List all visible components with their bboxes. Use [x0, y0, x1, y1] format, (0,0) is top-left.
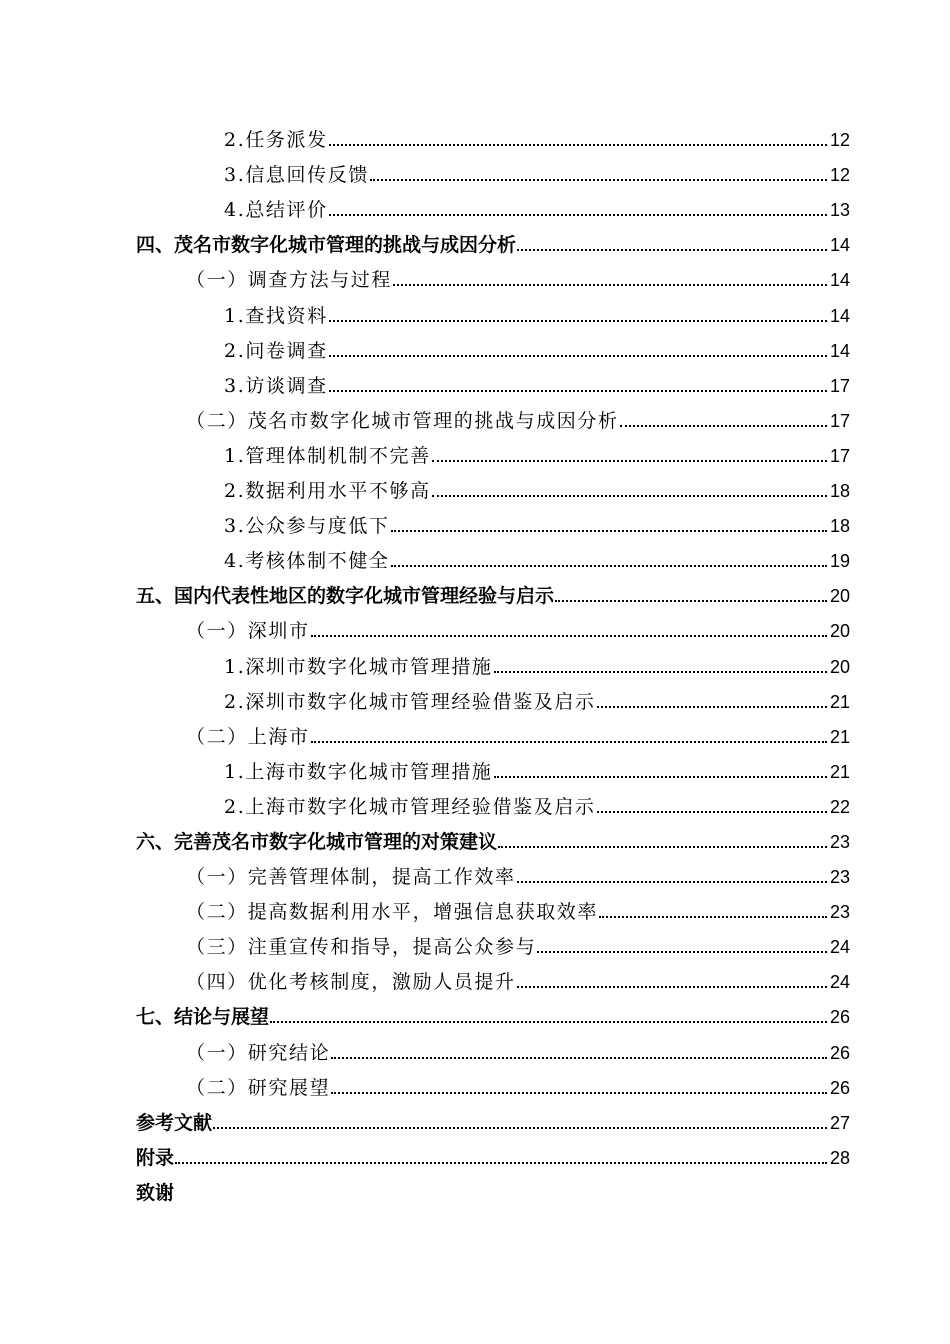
toc-page-number: 27: [829, 1112, 850, 1133]
toc-page-number: 18: [829, 516, 850, 537]
toc-page-number: 14: [829, 305, 850, 326]
toc-entry[interactable]: [136, 853, 850, 888]
toc-entry[interactable]: [136, 818, 850, 853]
toc-entry[interactable]: [136, 291, 850, 326]
toc-entry-title: 致谢: [136, 1181, 175, 1204]
toc-entry-title: 1.深圳市数字化城市管理措施: [224, 655, 493, 678]
toc-page-number: 21: [829, 761, 850, 782]
toc-entry-title: （四）优化考核制度，激励人员提升: [186, 971, 516, 994]
toc-entry[interactable]: [136, 748, 850, 783]
toc-entry-title: 六、完善茂名市数字化城市管理的对策建议: [136, 830, 498, 853]
toc-dot-leader: [498, 846, 827, 848]
toc-dot-leader: [370, 179, 827, 181]
toc-page-number: 14: [829, 235, 850, 256]
toc-entry[interactable]: [136, 993, 850, 1028]
toc-page-number: 20: [829, 586, 850, 607]
toc-entry[interactable]: [136, 713, 850, 748]
toc-page-number: 20: [829, 621, 850, 642]
toc-entry-title: 1.查找资料: [224, 304, 328, 327]
toc-dot-leader: [432, 495, 827, 497]
toc-entry[interactable]: [136, 783, 850, 818]
toc-entry-title: 3.信息回传反馈: [224, 164, 369, 187]
toc-entry[interactable]: [136, 923, 850, 958]
toc-entry-title: 参考文献: [136, 1111, 213, 1134]
toc-entry[interactable]: [136, 362, 850, 397]
toc-dot-leader: [393, 284, 827, 286]
toc-dot-leader: [432, 460, 827, 462]
toc-entry[interactable]: [136, 1099, 850, 1134]
toc-entry-title: （二）研究展望: [186, 1076, 331, 1099]
toc-page-number: 17: [829, 410, 850, 431]
toc-dot-leader: [213, 1127, 827, 1129]
toc-entry[interactable]: [136, 221, 850, 256]
toc-dot-leader: [494, 671, 827, 673]
table-of-contents: [136, 116, 850, 1204]
toc-entry-title: 2.上海市数字化城市管理经验借鉴及启示: [224, 795, 596, 818]
toc-dot-leader: [331, 1092, 827, 1094]
toc-entry-title: 2.问卷调查: [224, 339, 328, 362]
toc-dot-leader: [329, 214, 827, 216]
toc-entry[interactable]: [136, 256, 850, 291]
toc-entry[interactable]: [136, 1064, 850, 1099]
toc-entry-title: （三）注重宣传和指导，提高公众参与: [186, 936, 537, 959]
toc-entry-title: 五、国内代表性地区的数字化城市管理经验与启示: [136, 585, 555, 608]
toc-dot-leader: [329, 355, 827, 357]
toc-page-number: 20: [829, 656, 850, 677]
toc-dot-leader: [597, 811, 827, 813]
toc-entry[interactable]: [136, 186, 850, 221]
toc-entry[interactable]: [136, 467, 850, 502]
toc-page-number: 22: [829, 796, 850, 817]
toc-page-number: 19: [829, 551, 850, 572]
toc-entry[interactable]: [136, 1169, 850, 1204]
toc-dot-leader: [329, 320, 827, 322]
toc-entry[interactable]: [136, 678, 850, 713]
toc-entry-title: 2.任务派发: [224, 129, 328, 152]
toc-dot-leader: [331, 1057, 827, 1059]
toc-entry[interactable]: [136, 327, 850, 362]
toc-dot-leader: [597, 706, 827, 708]
toc-dot-leader: [517, 881, 827, 883]
toc-dot-leader: [537, 951, 827, 953]
toc-entry-title: 四、茂名市数字化城市管理的挑战与成因分析: [136, 234, 517, 257]
toc-entry-title: （一）调查方法与过程: [186, 269, 393, 292]
toc-page-number: 26: [829, 1077, 850, 1098]
toc-entry-title: （二）上海市: [186, 725, 310, 748]
toc-page-number: 13: [829, 200, 850, 221]
toc-entry[interactable]: [136, 572, 850, 607]
toc-dot-leader: [391, 565, 827, 567]
toc-dot-leader: [517, 249, 827, 251]
toc-entry-title: 2.深圳市数字化城市管理经验借鉴及启示: [224, 690, 596, 713]
toc-entry[interactable]: [136, 888, 850, 923]
toc-dot-leader: [391, 530, 827, 532]
toc-page-number: 21: [829, 691, 850, 712]
toc-dot-leader: [175, 1162, 827, 1164]
toc-page-number: 28: [829, 1147, 850, 1168]
toc-page-number: 18: [829, 481, 850, 502]
toc-dot-leader: [311, 741, 827, 743]
toc-entry[interactable]: [136, 502, 850, 537]
toc-entry-title: （二）茂名市数字化城市管理的挑战与成因分析: [186, 409, 619, 432]
toc-entry-title: 1.管理体制机制不完善: [224, 444, 431, 467]
toc-dot-leader: [494, 776, 827, 778]
toc-page-number: 23: [829, 902, 850, 923]
toc-entry-title: （一）深圳市: [186, 620, 310, 643]
toc-entry-title: 七、结论与展望: [136, 1006, 270, 1029]
toc-entry-title: （一）完善管理体制，提高工作效率: [186, 866, 516, 889]
toc-entry-title: 附录: [136, 1146, 175, 1169]
toc-page-number: 26: [829, 1042, 850, 1063]
toc-page-number: 17: [829, 445, 850, 466]
toc-dot-leader: [329, 390, 827, 392]
toc-dot-leader: [329, 144, 827, 146]
toc-entry[interactable]: [136, 537, 850, 572]
toc-page-number: 23: [829, 867, 850, 888]
toc-entry-title: 3.访谈调查: [224, 374, 328, 397]
toc-entry[interactable]: [136, 116, 850, 151]
toc-page-number: 24: [829, 937, 850, 958]
toc-page-number: 12: [829, 165, 850, 186]
toc-entry[interactable]: [136, 151, 850, 186]
toc-dot-leader: [599, 916, 827, 918]
toc-entry-title: 4.考核体制不健全: [224, 550, 390, 573]
toc-entry[interactable]: [136, 432, 850, 467]
toc-page-number: 14: [829, 270, 850, 291]
toc-page-number: 12: [829, 130, 850, 151]
toc-dot-leader: [270, 1021, 827, 1023]
toc-page-number: 24: [829, 972, 850, 993]
toc-entry[interactable]: [136, 1134, 850, 1169]
toc-entry-title: 3.公众参与度低下: [224, 515, 390, 538]
toc-dot-leader: [311, 635, 827, 637]
toc-entry-title: 2.数据利用水平不够高: [224, 480, 431, 503]
toc-entry-title: 1.上海市数字化城市管理措施: [224, 760, 493, 783]
toc-dot-leader: [517, 986, 827, 988]
toc-entry[interactable]: [136, 958, 850, 993]
toc-entry-title: （二）提高数据利用水平，增强信息获取效率: [186, 901, 599, 924]
toc-entry[interactable]: [136, 607, 850, 642]
toc-page-number: 14: [829, 340, 850, 361]
toc-dot-leader: [620, 425, 827, 427]
toc-dot-leader: [555, 600, 827, 602]
toc-page-number: 23: [829, 831, 850, 852]
toc-entry[interactable]: [136, 1028, 850, 1063]
toc-page-number: 17: [829, 375, 850, 396]
toc-entry[interactable]: [136, 397, 850, 432]
toc-page-number: 21: [829, 726, 850, 747]
toc-entry-title: 4.总结评价: [224, 199, 328, 222]
toc-entry[interactable]: [136, 642, 850, 677]
toc-page-number: 26: [829, 1007, 850, 1028]
toc-entry-title: （一）研究结论: [186, 1041, 331, 1064]
